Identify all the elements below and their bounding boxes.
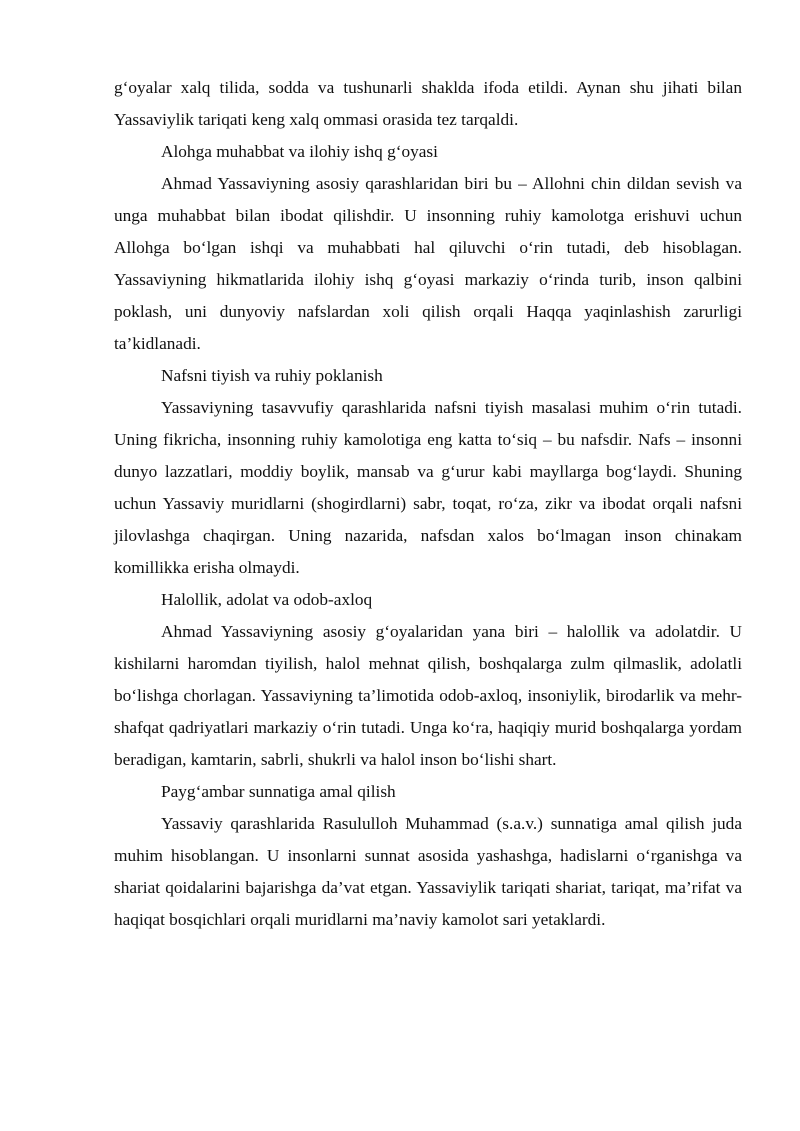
paragraph-honesty: Ahmad Yassaviyning asosiy g‘oyalaridan yana biri – halollik va adolatdir. U kishilarni haromdan tiyilish, halol mehnat qilish, boshqalarga zulm qilmaslik, adolatli bo‘lishga chorlagan. Yassaviyning ta’limotida odob-axloq, insoniylik, birodarlik va mehr-shafqat qadriyatlari markaziy o‘rin tutadi. Unga ko‘ra, haqiqiy murid boshqalarga yordam beradigan, kamtarin, sabrli, shukrli va halol inson bo‘lishi shart. (114, 622, 742, 769)
paragraph-divine-love: Ahmad Yassaviyning asosiy qarashlaridan biri bu – Allohni chin dildan sevish va unga muhabbat bilan ibodat qilishdir. U insonning ruhiy kamolotga erishuvi uchun Allohga bo‘lgan ishqi va muhabbati hal qiluvchi o‘rin tutadi, deb hisoblagan. Yassaviyning hikmatlarida ilohiy ishq g‘oyasi markaziy o‘rinda turib, inson qalbini poklash, uni dunyoviy nafslardan xoli qilish orqali Haqqa yaqinlashish zarurligi ta’kidlanadi. (114, 174, 742, 353)
section-heading-divine-love: Alohga muhabbat va ilohiy ishq g‘oyasi (161, 142, 438, 161)
section-heading-sunnah: Payg‘ambar sunnatiga amal qilish (161, 782, 396, 801)
section-heading-nafs: Nafsni tiyish va ruhiy poklanish (161, 366, 383, 385)
document-body (114, 72, 742, 936)
paragraph-intro-continuation: g‘oyalar xalq tilida, sodda va tushunarli shaklda ifoda etildi. Aynan shu jihati bilan Yassaviylik tariqati keng xalq ommasi orasida tez tarqaldi. (114, 78, 742, 129)
paragraph-nafs: Yassaviyning tasavvufiy qarashlarida nafsni tiyish masalasi muhim o‘rin tutadi. Uning fikricha, insonning ruhiy kamolotiga eng katta to‘siq – bu nafsdir. Nafs – insonni dunyo lazzatlari, moddiy boylik, mansab va g‘urur kabi mayllarga bog‘laydi. Shuning uchun Yassaviy muridlarni (shogirdlarni) sabr, toqat, ro‘za, zikr va ibodat orqali nafsni jilovlashga chaqirgan. Uning nazarida, nafsdan xalos bo‘lmagan inson chinakam komillikka erisha olmaydi. (114, 398, 742, 577)
section-heading-honesty: Halollik, adolat va odob-axloq (161, 590, 373, 609)
paragraph-sunnah: Yassaviy qarashlarida Rasululloh Muhammad (s.a.v.) sunnatiga amal qilish juda muhim hisoblangan. U insonlarni sunnat asosida yashashga, hadislarni o‘rganishga va shariat qoidalarini bajarishga da’vat etgan. Yassaviylik tariqati shariat, tariqat, ma’rifat va haqiqat bosqichlari orqali muridlarni ma’naviy kamolot sari yetaklardi. (114, 814, 742, 929)
